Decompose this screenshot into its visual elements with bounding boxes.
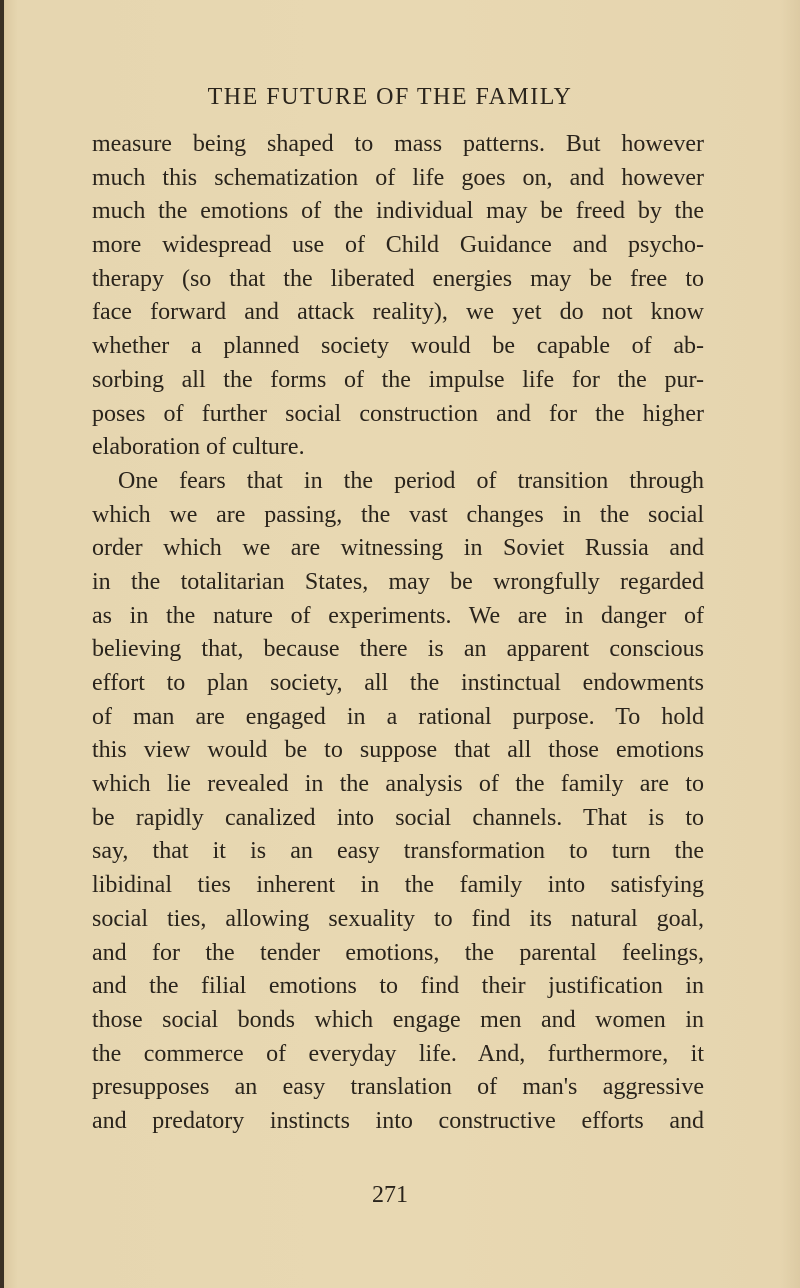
text-line: order which we are witnessing in Soviet Russia and (92, 535, 704, 562)
text-line: poses of further social construction and for the higher (92, 400, 704, 427)
page-number: 271 (372, 1182, 408, 1208)
text-line: the commerce of everyday life. And, furthermore, it (92, 1040, 704, 1067)
text-line: face forward and attack reality), we yet do not know (92, 299, 704, 326)
text-line: therapy (so that the liberated energies may be free to (92, 265, 704, 292)
text-line: One fears that in the period of transition through (118, 467, 704, 494)
body-text (92, 128, 704, 1139)
text-line: of man are engaged in a rational purpose. To hold (92, 703, 704, 730)
text-line: much this schematization of life goes on, and however (92, 164, 704, 191)
text-line: be rapidly canalized into social channels. That is to (92, 804, 704, 831)
text-line: and the filial emotions to find their justification in (92, 973, 704, 1000)
text-line: whether a planned society would be capable of ab- (92, 333, 704, 360)
text-line: believing that, because there is an apparent conscious (92, 636, 704, 663)
text-line: say, that it is an easy transformation to turn the (92, 838, 704, 865)
page-binding-edge (0, 0, 4, 1288)
text-line: this view would be to suppose that all those emotions (92, 737, 704, 764)
text-line: more widespread use of Child Guidance and psycho- (92, 232, 704, 259)
running-head: THE FUTURE OF THE FAMILY (207, 84, 573, 110)
text-line: as in the nature of experiments. We are in danger of (92, 602, 704, 629)
text-line: elaboration of culture. (92, 434, 305, 461)
text-line: and for the tender emotions, the parental feelings, (92, 939, 704, 966)
text-line: sorbing all the forms of the impulse life for the pur- (92, 366, 704, 393)
text-line: which lie revealed in the analysis of the family are to (92, 771, 704, 798)
text-line: libidinal ties inherent in the family into satisfying (92, 872, 704, 899)
text-line: those social bonds which engage men and women in (92, 1006, 704, 1033)
text-line: measure being shaped to mass patterns. But however (92, 131, 704, 157)
text-line: effort to plan society, all the instinctual endowments (92, 670, 704, 696)
text-line: in the totalitarian States, may be wrongfully regarded (92, 568, 704, 595)
text-line: much the emotions of the individual may be freed by the (92, 198, 704, 225)
text-line: social ties, allowing sexuality to find its natural goal, (92, 905, 704, 932)
text-line: presupposes an easy translation of man's aggressive (92, 1074, 704, 1101)
text-line: which we are passing, the vast changes in the social (92, 501, 704, 528)
text-line: and predatory instincts into constructive efforts and (92, 1107, 704, 1134)
